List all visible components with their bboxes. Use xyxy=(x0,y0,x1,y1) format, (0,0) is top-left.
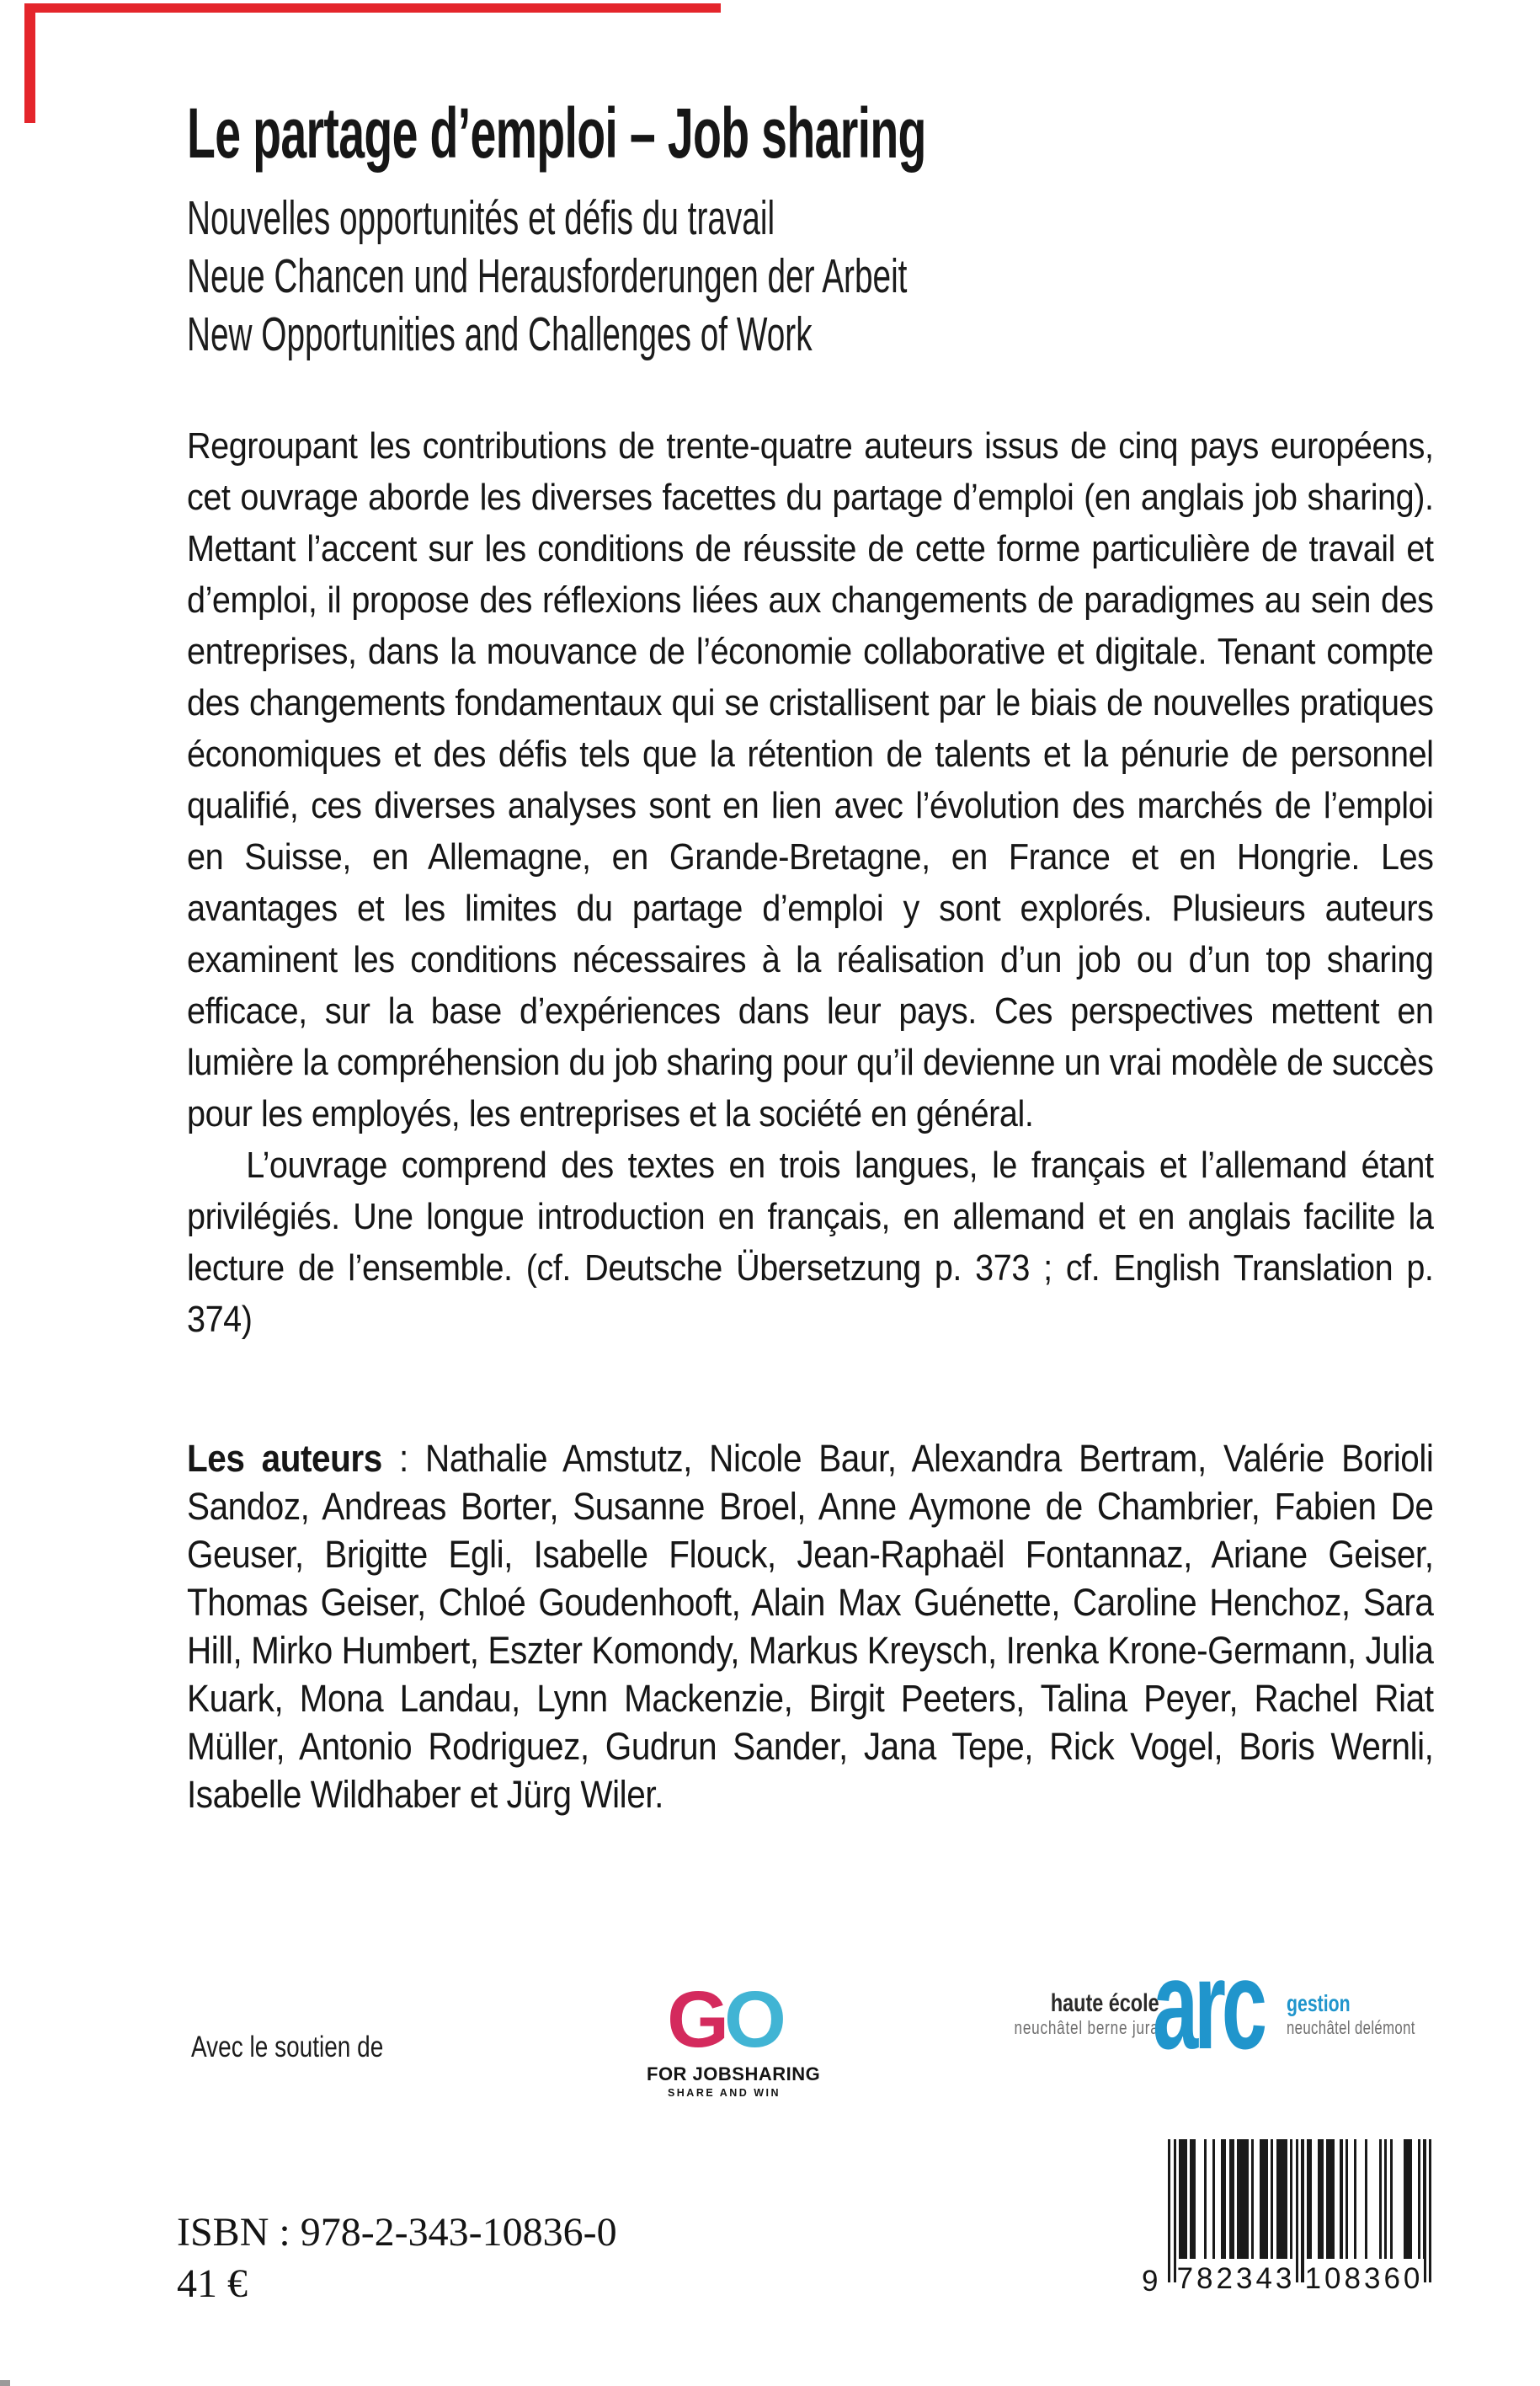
haute-ecole-arc-logo xyxy=(1014,1934,1415,2075)
corner-smudge xyxy=(0,2380,10,2386)
subtitle-french: Nouvelles opportunités et défis du travail xyxy=(187,191,775,245)
book-title: Le partage d’emploi – Job sharing xyxy=(187,93,926,173)
barcode xyxy=(1142,2139,1431,2316)
description-paragraph-2: L’ouvrage comprend des textes en trois langues, le français et l’allemand étant privilégiés. Une longue introduction en français, en allemand et en anglais facilite la lecture de l’ensemble. (cf. Deutsche Übersetzung p. 373 ; cf. English Translation p. 374) xyxy=(187,1145,1434,1340)
go-letter-g: G xyxy=(667,1975,724,2064)
subtitle-block xyxy=(187,189,907,364)
arc-logo-mark: arc xyxy=(1153,1934,1263,2075)
arc-unit-top: gestion xyxy=(1287,1990,1351,2016)
go-logo-subtagline: SHARE AND WIN xyxy=(667,2087,781,2099)
description-paragraph-1: Regroupant les contributions de trente-quatre auteurs issus de cinq pays européens, cet ouvrage aborde les diverses facettes du partage d’emploi (en anglais job sharing). Mettant l’accent sur les conditions de réussite de cette forme particulière de travail et d’emploi, il propose des réflexions liées aux changements de paradigmes au sein des entreprises, dans la mouvance de l’économie collaborative et digitale. Tenant compte des changements fondamentaux qui se cristallisent par le biais de nouvelles pratiques économiques et des défis tels que la rétention de talents et la pénurie de personnel qualifié, ces diverses analyses sont en lien avec l’évolution des marchés de l’emploi en Suisse, en Allemagne, en Grande-Bretagne, en France et en Hongrie. Les avantages et les limites du partage d’emploi y sont explorés. Plusieurs auteurs examinent les conditions nécessaires à la réalisation d’un job ou d’un top sharing efficace, sur la base d’expériences dans leur pays. Ces perspectives mettent en lumière la compréhension du job sharing pour qu’il devienne un vrai modèle de succès pour les employés, les entreprises et la société en général. xyxy=(187,425,1434,1134)
authors-separator: : xyxy=(381,1437,426,1480)
support-label: Avec le soutien de xyxy=(191,2031,384,2063)
go-logo-letters xyxy=(647,1975,802,2064)
authors-names: Nathalie Amstutz, Nicole Baur, Alexandra Bertram, Valérie Borioli Sandoz, Andreas Borter, Susanne Broel, Anne Aymone de Chambrier, Fabien De Geuser, Brigitte Egli, Isabelle Flouck, Jean-Raphaël Fontannaz, Ariane Geiser, Thomas Geiser, Chloé Goudenhooft, Alain Max Guénette, Caroline Henchoz, Sara Hill, Mirko Humbert, Eszter Komondy, Markus Kreysch, Irenka Krone-Germann, Julia Kuark, Mona Landau, Lynn Mackenzie, Birgit Peeters, Talina Peyer, Rachel Riat Müller, Antonio Rodriguez, Gudrun Sander, Jana Tepe, Rick Vogel, Boris Wernli, Isabelle Wildhaber et Jürg Wiler. xyxy=(187,1437,1434,1816)
barcode-digits-group2: 108360 xyxy=(1304,2259,1424,2303)
go-logo-tagline: FOR JOBSHARING xyxy=(647,2063,821,2084)
arc-logo-left-text xyxy=(1015,1991,1159,2037)
go-letter-o: O xyxy=(724,1975,781,2064)
crop-mark-top xyxy=(24,3,721,13)
arc-name-top: haute école xyxy=(1051,1989,1159,2017)
subtitle-english: New Opportunities and Challenges of Work xyxy=(187,307,813,361)
arc-unit-bottom: neuchâtel delémont xyxy=(1287,2017,1415,2038)
crop-mark-left xyxy=(24,3,35,123)
subtitle-german: Neue Chancen und Herausforderungen der Arbeit xyxy=(187,249,908,303)
barcode-digits-group1: 782343 xyxy=(1176,2259,1296,2303)
arc-logo-right-text xyxy=(1287,1991,1415,2037)
price-text: 41 € xyxy=(177,2261,248,2306)
go-for-jobsharing-logo xyxy=(647,1975,821,2099)
authors-block xyxy=(187,1434,1434,1818)
arc-name-bottom: neuchâtel berne jura xyxy=(1014,2017,1159,2038)
authors-label: Les auteurs xyxy=(187,1437,382,1480)
description-block xyxy=(187,420,1434,1345)
barcode-lead-digit: 9 xyxy=(1142,2265,1159,2298)
isbn-text: ISBN : 978-2-343-10836-0 xyxy=(177,2210,617,2255)
